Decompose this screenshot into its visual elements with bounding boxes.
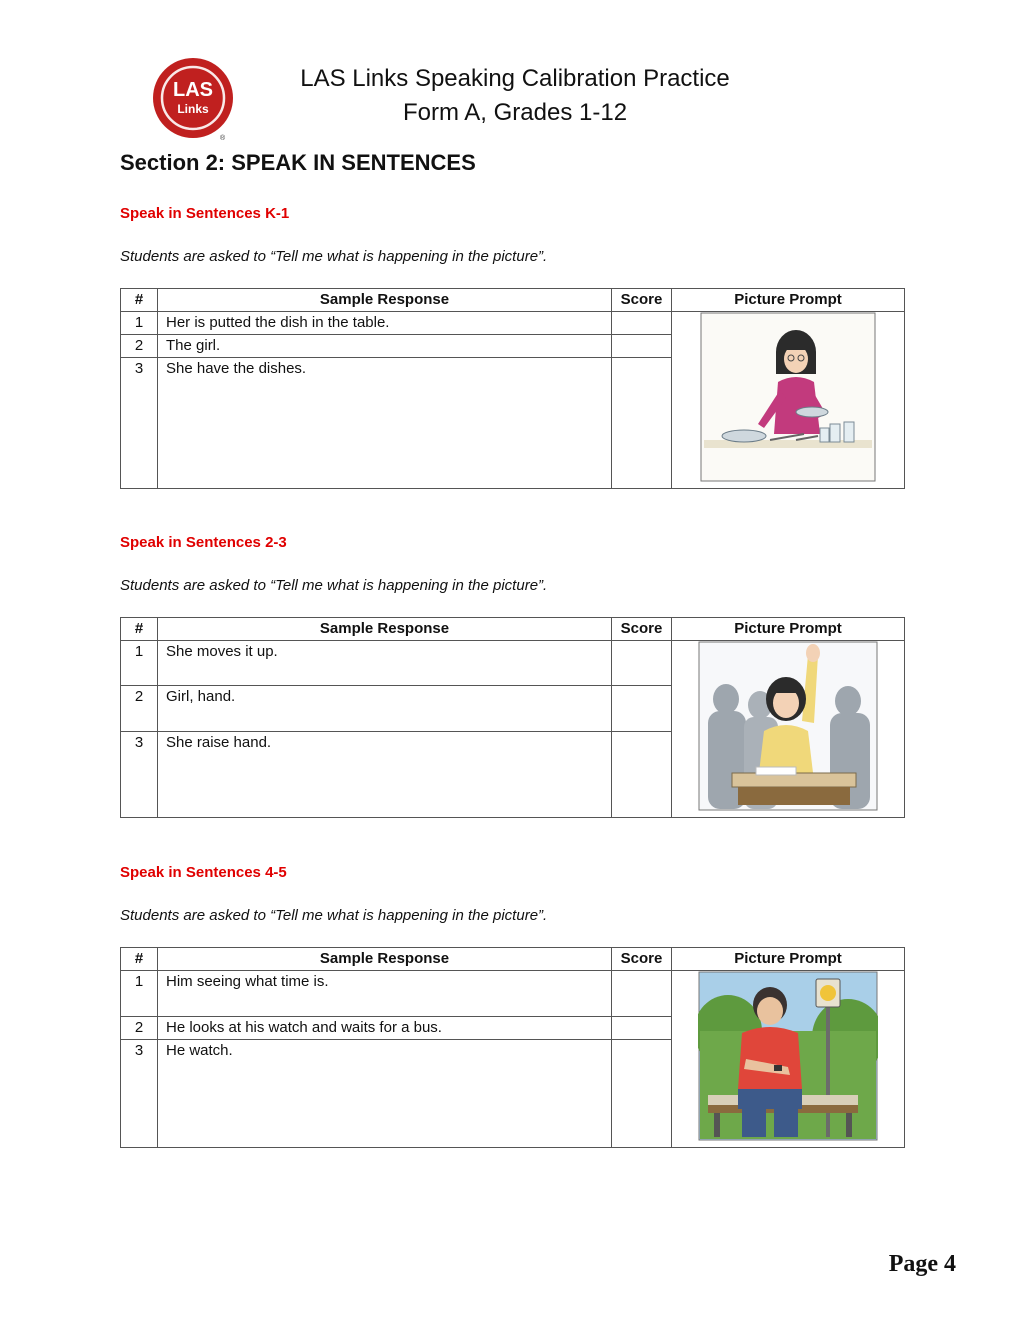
picture-prompt-cell xyxy=(672,641,905,818)
las-links-logo xyxy=(150,57,240,143)
sample-response: She raise hand. xyxy=(158,732,612,818)
picture-prompt-cell xyxy=(672,971,905,1148)
svg-text:®: ® xyxy=(220,135,226,142)
title-line-1: LAS Links Speaking Calibration Practice xyxy=(300,65,730,92)
block-2-title: Speak in Sentences 2-3 xyxy=(120,534,287,551)
girl-setting-table-illustration xyxy=(700,312,876,482)
score-cell xyxy=(612,1016,672,1039)
row-number: 1 xyxy=(121,312,158,335)
block-3-instructions: Students are asked to “Tell me what is happening in the picture”. xyxy=(120,907,548,924)
score-cell xyxy=(612,312,672,335)
score-cell xyxy=(612,641,672,686)
header-response: Sample Response xyxy=(158,618,612,641)
girl-raising-hand-illustration xyxy=(698,641,878,811)
table-header-row xyxy=(121,948,905,971)
row-number: 2 xyxy=(121,1016,158,1039)
row-number: 1 xyxy=(121,641,158,686)
table-header-row xyxy=(121,289,905,312)
sample-response: Her is putted the dish in the table. xyxy=(158,312,612,335)
header-score: Score xyxy=(612,618,672,641)
section-heading: Section 2: SPEAK IN SENTENCES xyxy=(120,150,476,175)
block-2-instructions: Students are asked to “Tell me what is happening in the picture”. xyxy=(120,577,548,594)
page-number: Page 4 xyxy=(888,1251,956,1277)
block-1-title: Speak in Sentences K-1 xyxy=(120,205,290,222)
row-number: 3 xyxy=(121,358,158,489)
score-cell xyxy=(612,971,672,1017)
row-number: 2 xyxy=(121,335,158,358)
header-picture: Picture Prompt xyxy=(672,618,905,641)
block-1-table xyxy=(120,288,905,489)
header-score: Score xyxy=(612,948,672,971)
sample-response: He looks at his watch and waits for a bus. xyxy=(158,1016,612,1039)
header-number: # xyxy=(121,948,158,971)
boy-checking-watch-illustration xyxy=(698,971,878,1141)
sample-response: He watch. xyxy=(158,1039,612,1147)
sample-response: She moves it up. xyxy=(158,641,612,686)
score-cell xyxy=(612,1039,672,1147)
sample-response: Him seeing what time is. xyxy=(158,971,612,1017)
score-cell xyxy=(612,732,672,818)
row-number: 3 xyxy=(121,732,158,818)
score-cell xyxy=(612,335,672,358)
document-title xyxy=(300,62,730,130)
row-number: 1 xyxy=(121,971,158,1017)
header-response: Sample Response xyxy=(158,289,612,312)
svg-text:LAS: LAS xyxy=(173,79,213,101)
header-picture: Picture Prompt xyxy=(672,948,905,971)
header-picture: Picture Prompt xyxy=(672,289,905,312)
title-line-2: Form A, Grades 1-12 xyxy=(402,99,628,126)
row-number: 3 xyxy=(121,1039,158,1147)
header-response: Sample Response xyxy=(158,948,612,971)
block-3-title: Speak in Sentences 4-5 xyxy=(120,864,287,881)
svg-text:Links: Links xyxy=(177,102,209,116)
row-number: 2 xyxy=(121,686,158,732)
sample-response: Girl, hand. xyxy=(158,686,612,732)
header-number: # xyxy=(121,618,158,641)
table-row xyxy=(121,971,905,1017)
block-2-table xyxy=(120,617,905,818)
table-header-row xyxy=(121,618,905,641)
table-row xyxy=(121,641,905,686)
score-cell xyxy=(612,686,672,732)
block-1-instructions: Students are asked to “Tell me what is happening in the picture”. xyxy=(120,248,548,265)
header-score: Score xyxy=(612,289,672,312)
sample-response: The girl. xyxy=(158,335,612,358)
score-cell xyxy=(612,358,672,489)
sample-response: She have the dishes. xyxy=(158,358,612,489)
header-number: # xyxy=(121,289,158,312)
block-3-table xyxy=(120,947,905,1148)
picture-prompt-cell xyxy=(672,312,905,489)
table-row xyxy=(121,312,905,335)
